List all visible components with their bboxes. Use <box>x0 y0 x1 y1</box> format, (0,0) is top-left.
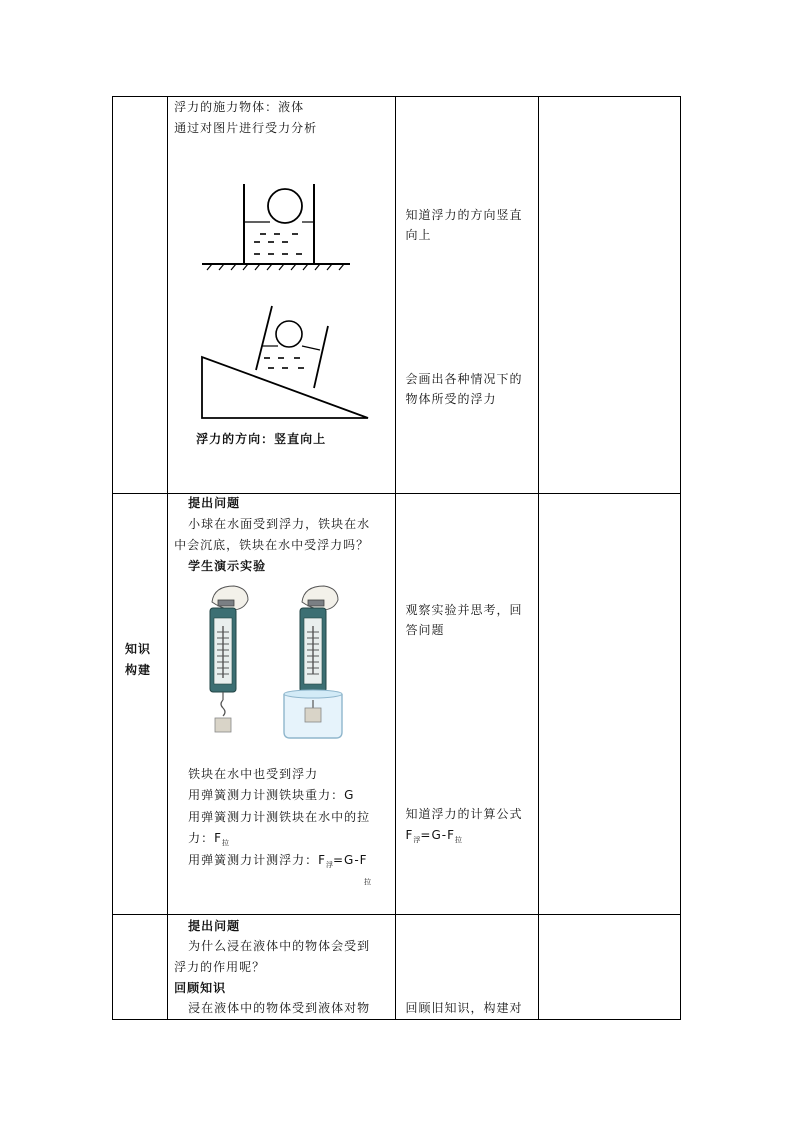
text-line <box>188 850 368 875</box>
heading: 提出问题 <box>188 919 241 933</box>
spring-scale-experiment-figure <box>198 582 363 742</box>
text-line: 用弹簧测力计测铁块重力：G <box>188 788 355 802</box>
row1-col4 <box>538 97 680 494</box>
text-line: 知道浮力的方向竖直 <box>405 208 523 222</box>
row2-col1 <box>113 494 168 915</box>
lesson-plan-table <box>112 96 681 1020</box>
text-line: 观察实验并思考，回 <box>405 603 523 617</box>
table-row <box>113 494 681 915</box>
table-row <box>113 97 681 494</box>
text-line: 用弹簧测力计测铁块在水中的拉 <box>188 810 371 824</box>
row2-col3 <box>396 494 538 915</box>
row3-col3 <box>396 915 538 1020</box>
text-line: 浸在液体中的物体受到液体对物 <box>188 1001 371 1015</box>
row3-col2 <box>168 915 396 1020</box>
heading: 学生演示实验 <box>188 559 267 573</box>
text-line: 回顾旧知识，构建对 <box>405 1001 523 1015</box>
text-segment: F <box>405 828 414 842</box>
text-line: 铁块在水中也受到浮力 <box>188 767 319 781</box>
text-line <box>405 825 462 850</box>
row3-col1 <box>113 915 168 1020</box>
text-line: 浮力的作用呢？ <box>174 960 266 974</box>
row1-col1 <box>113 97 168 494</box>
text-line: 小球在水面受到浮力，铁块在水 <box>188 517 371 531</box>
row1-col3 <box>396 97 538 494</box>
row2-col4 <box>538 494 680 915</box>
floating-ball-beaker-figure <box>198 182 358 272</box>
text-segment: =G-F <box>420 828 455 842</box>
text-line: 物体所受的浮力 <box>405 392 497 406</box>
buoyancy-direction-label: 浮力的方向：竖直向上 <box>196 432 327 446</box>
row2-col2 <box>168 494 396 915</box>
text-line: 答问题 <box>405 623 445 637</box>
text-line: 通过对图片进行受力分析 <box>174 121 318 135</box>
text-line: 为什么浸在液体中的物体会受到 <box>188 939 371 953</box>
table-row <box>113 915 681 1020</box>
heading: 提出问题 <box>188 496 241 510</box>
text-line: 知道浮力的计算公式 <box>405 807 523 821</box>
text-line: 向上 <box>405 228 432 242</box>
row3-col4 <box>538 915 680 1020</box>
text-segment: 用弹簧测力计测浮力：F <box>188 853 326 867</box>
row1-col2 <box>168 97 396 494</box>
text-line: 会画出各种情况下的 <box>405 372 523 386</box>
text-segment: 力：F <box>188 831 222 845</box>
subscript: 拉 <box>364 878 373 886</box>
subscript: 浮 <box>326 861 333 869</box>
text-line: 中会沉底，铁块在水中受浮力吗？ <box>174 538 370 552</box>
subscript: 拉 <box>222 839 229 847</box>
text-segment: =G-F <box>333 853 368 867</box>
subscript: 浮 <box>413 836 421 844</box>
heading: 回顾知识 <box>174 981 227 995</box>
subscript: 拉 <box>454 836 462 844</box>
text-line: 浮力的施力物体：液体 <box>174 100 305 114</box>
inclined-beaker-figure <box>198 302 378 427</box>
section-label: 知识 <box>125 642 152 656</box>
section-label: 构建 <box>125 663 152 677</box>
